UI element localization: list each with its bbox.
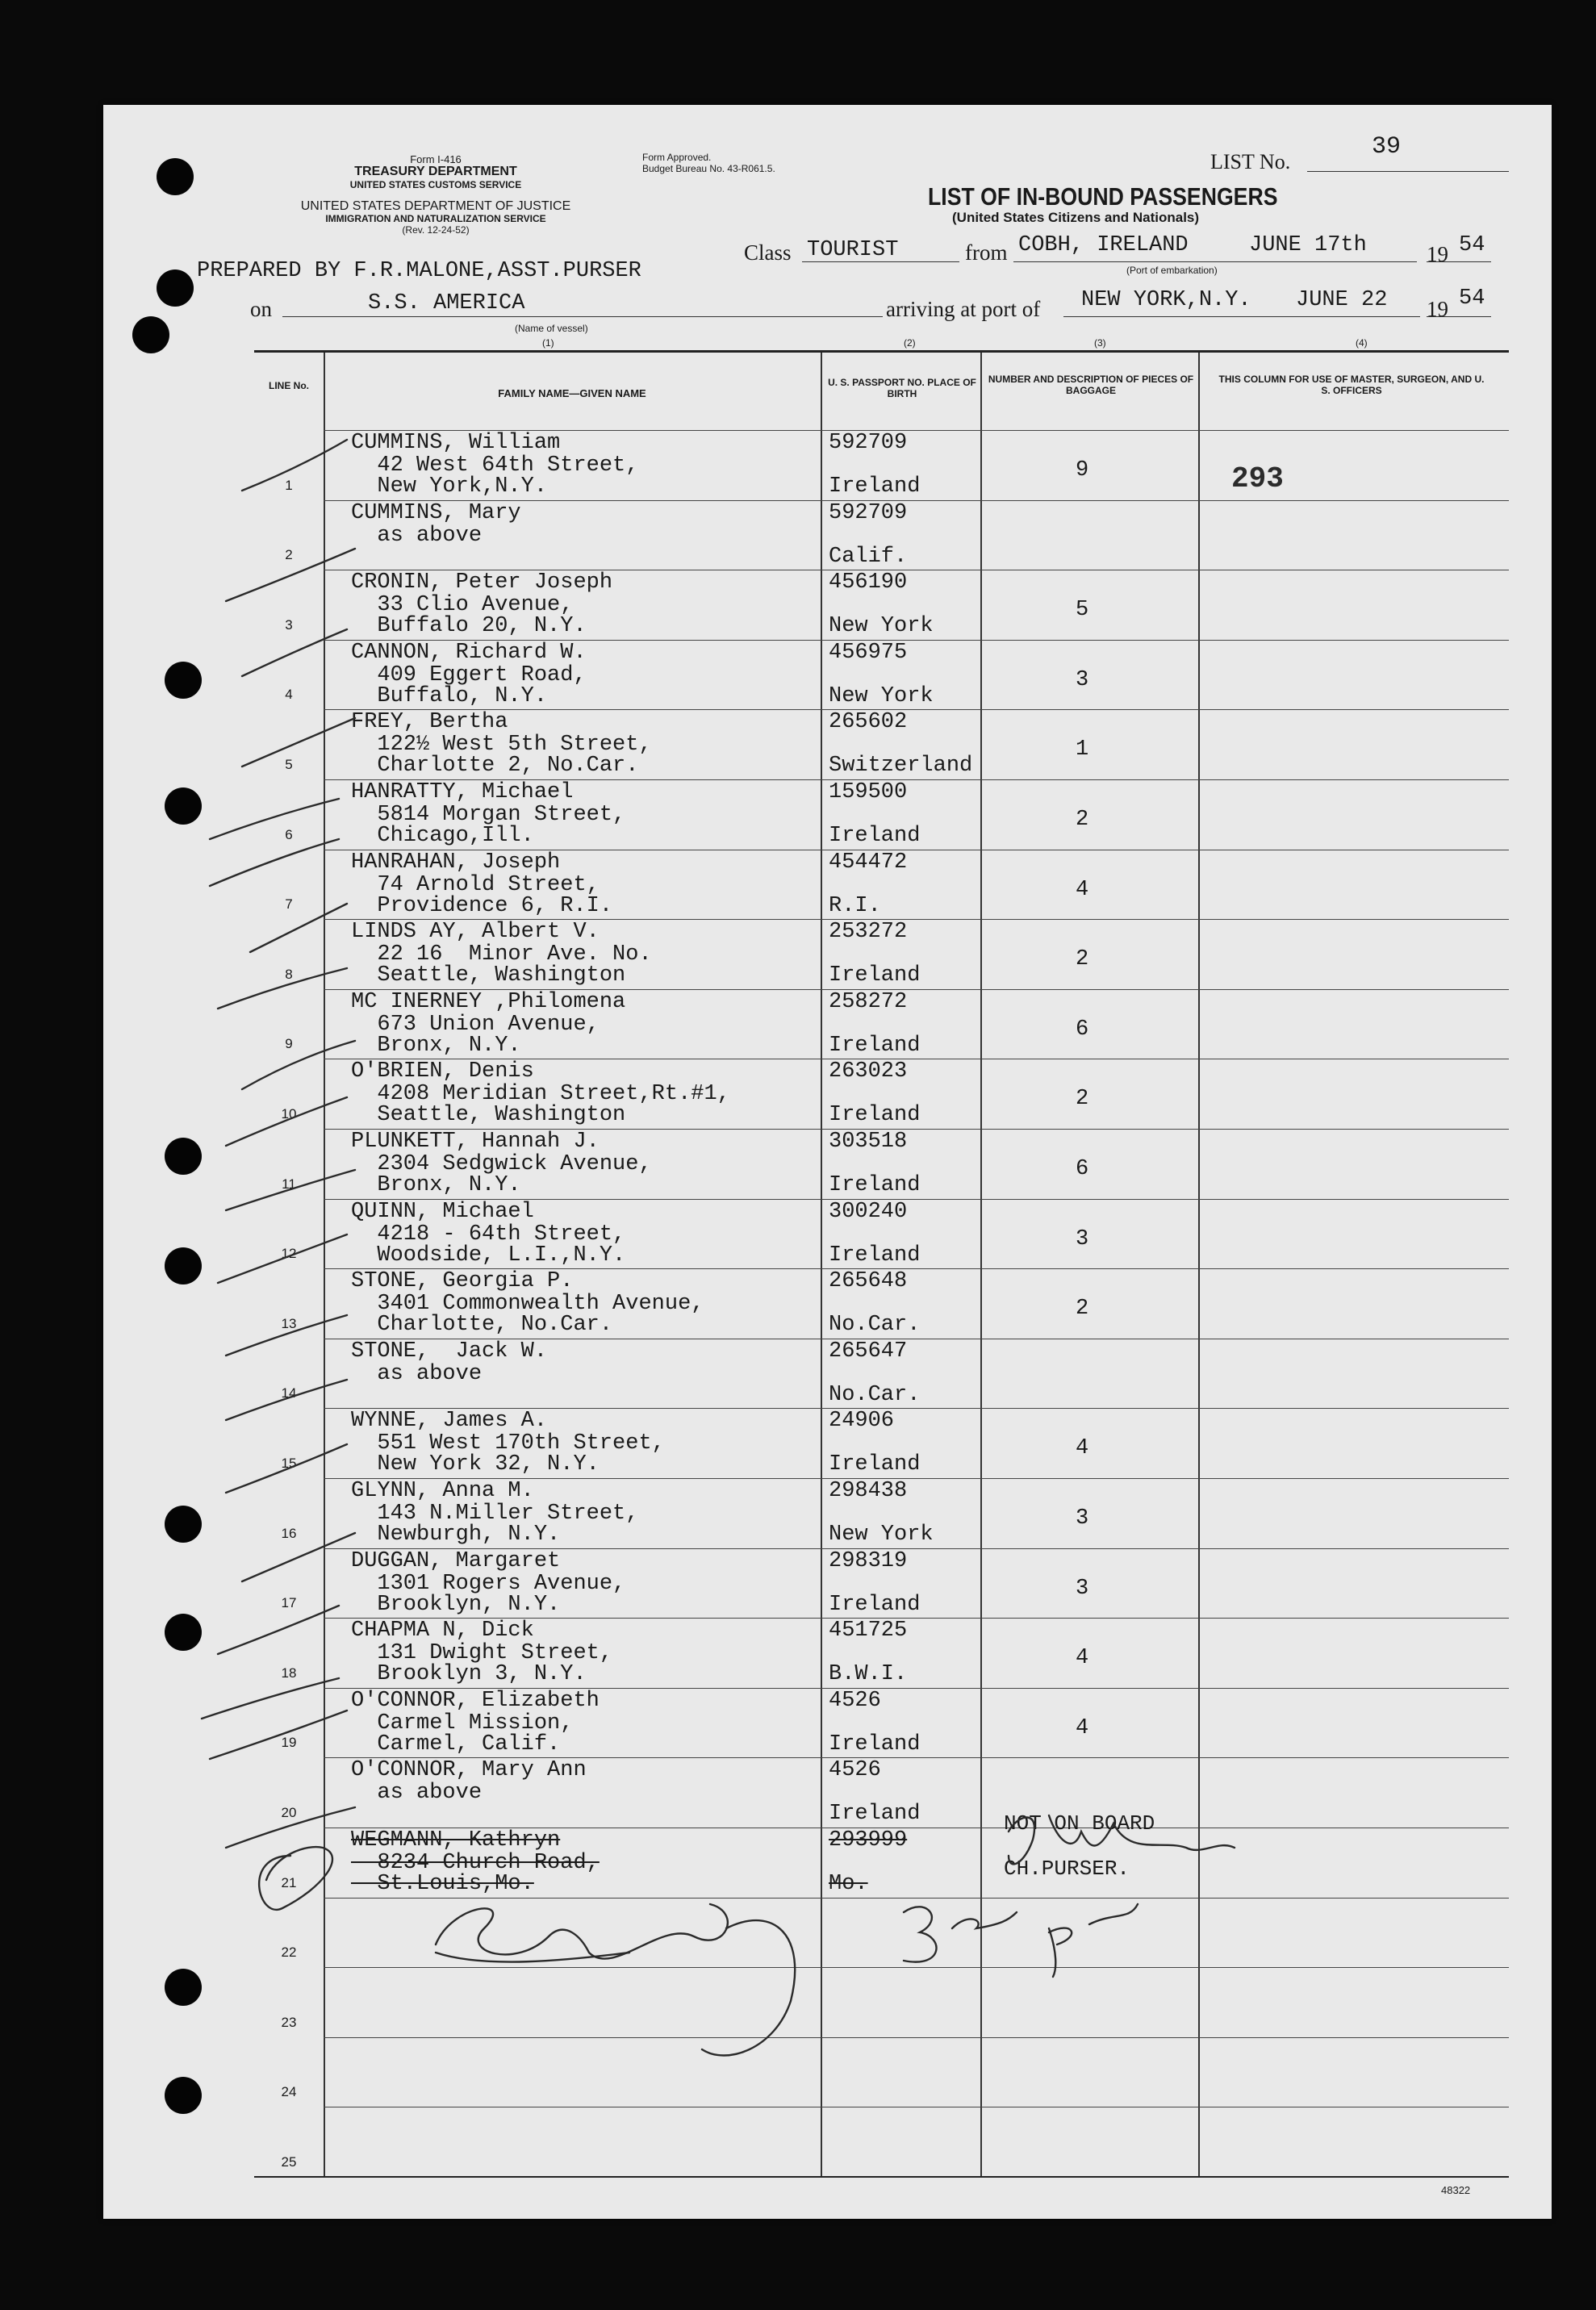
passport-number: 24906 [829,1409,895,1434]
col2-number: (2) [904,337,916,349]
place-of-birth: Ireland [829,824,921,848]
baggage-count: 3 [1076,1576,1089,1601]
passenger-address-line2: Carmel, Calif. [351,1731,561,1757]
passenger-address-line1: 22 16 Minor Ave. No. [351,942,652,967]
year-2: 54 [1459,286,1485,311]
col1-number: (1) [542,337,554,349]
line-number: 1 [285,477,293,493]
baggage-count: 3 [1076,667,1089,692]
passenger-name: GLYNN, Anna M. [351,1479,534,1503]
passenger-address-line2: Bronx, N.Y. [351,1173,521,1197]
line-number: 3 [285,616,293,633]
revision-date: (Rev. 12-24-52) [402,224,470,236]
treasury-dept: TREASURY DEPARTMENT [354,165,517,178]
place-of-birth: Mo. [829,1872,868,1896]
passenger-address-line1: as above [351,1781,483,1806]
ch-purser-note: CH.PURSER. [1004,1857,1130,1881]
passenger-name: MC INERNEY ,Philomena [351,989,626,1014]
passport-number: 456975 [829,640,908,665]
passenger-name: DUGGAN, Margaret [351,1548,561,1573]
class-label: Class [744,240,792,265]
vessel-name: S.S. AMERICA [368,291,525,315]
budget-bureau: Budget Bureau No. 43-R061.5. [642,163,775,174]
passenger-address-line2: Seattle, Washington [351,1103,626,1128]
col4-number: (4) [1356,337,1368,349]
place-of-birth: No.Car. [829,1382,921,1407]
place-of-birth: R.I. [829,893,881,918]
line-number: 12 [281,1246,297,1262]
passenger-address-line1: 122½ West 5th Street, [351,733,652,758]
list-no-value: 39 [1372,133,1402,161]
passport-number: 265648 [829,1269,908,1294]
passenger-address-line1: 409 Eggert Road, [351,662,587,687]
passenger-name: CANNON, Richard W. [351,640,587,665]
officer-annotation: 293 [1231,462,1284,495]
place-of-birth: New York [829,683,934,708]
passenger-address-line2: New York 32, N.Y. [351,1452,600,1477]
passenger-address-line1: 3401 Commonwealth Avenue, [351,1292,704,1317]
col-baggage-header: NUMBER AND DESCRIPTION OF PIECES OF BAGGAGE [988,374,1194,396]
form-approved: Form Approved. [642,152,712,163]
passenger-address-line1: 673 Union Avenue, [351,1012,600,1037]
passenger-address-line2: Chicago,Ill. [351,824,534,848]
passport-number: 454472 [829,850,908,875]
passport-number: 303518 [829,1130,908,1154]
place-of-birth: Ireland [829,1592,921,1617]
ins-service: IMMIGRATION AND NATURALIZATION SERVICE [325,213,546,224]
passport-number: 258272 [829,989,908,1014]
line-number: 22 [281,1944,297,1961]
line-number: 9 [285,1036,293,1052]
passport-number: 265647 [829,1339,908,1364]
place-of-birth: Calif. [829,544,908,569]
passport-number: 298319 [829,1548,908,1573]
passenger-name: HANRATTY, Michael [351,780,574,804]
line-number: 20 [281,1805,297,1820]
customs-service: UNITED STATES CUSTOMS SERVICE [349,179,522,190]
year-prefix-1: 19 [1427,242,1448,266]
line-number: 2 [285,547,293,563]
passport-number: 4526 [829,1758,881,1783]
arriving-label: arriving at port of [886,297,1041,321]
passenger-address-line1: 5814 Morgan Street, [351,803,626,827]
passenger-address-line2: Buffalo, N.Y. [351,683,548,708]
on-label: on [250,297,272,321]
passenger-name: CUMMINS, William [351,431,561,455]
passenger-address-line2: Brooklyn 3, N.Y. [351,1662,587,1687]
passenger-address-line1: 4218 - 64th Street, [351,1222,626,1247]
col-name-header: FAMILY NAME—GIVEN NAME [498,387,646,399]
place-of-birth: Ireland [829,1033,921,1058]
passenger-address-line2: Seattle, Washington [351,963,626,988]
passenger-name: O'CONNOR, Elizabeth [351,1688,600,1713]
passenger-address-line1: 2304 Sedgwick Avenue, [351,1152,652,1176]
place-of-birth: No.Car. [829,1313,921,1338]
not-on-board-note: NOT ON BOARD [1004,1811,1155,1836]
baggage-count: 3 [1076,1226,1089,1251]
passenger-address-line1: as above [351,1361,483,1386]
baggage-count: 3 [1076,1506,1089,1531]
passenger-address-line2: Charlotte 2, No.Car. [351,754,639,779]
passenger-name: FREY, Bertha [351,710,508,735]
baggage-count: 4 [1076,1436,1089,1461]
embarkation-date: JUNE 17th [1249,233,1367,257]
list-no-label: LIST No. [1210,150,1291,173]
passenger-address-line1: 131 Dwight Street, [351,1641,613,1666]
baggage-count: 6 [1076,1017,1089,1042]
passport-number: 456190 [829,570,908,595]
line-number: 24 [281,2084,297,2100]
passport-number: 253272 [829,920,908,945]
passenger-name: WEGMANN, Kathryn [351,1828,561,1853]
line-number: 6 [285,826,293,842]
place-of-birth: New York [829,1523,934,1547]
vessel-caption: (Name of vessel) [515,323,588,334]
arrival-date: JUNE 22 [1296,288,1388,312]
passenger-name: CRONIN, Peter Joseph [351,570,613,595]
passenger-address-line2: Bronx, N.Y. [351,1033,521,1058]
passport-number: 451725 [829,1619,908,1644]
place-of-birth: Ireland [829,1173,921,1197]
place-of-birth: New York [829,614,934,639]
passport-number: 159500 [829,780,908,804]
baggage-count: 9 [1076,458,1089,482]
place-of-birth: B.W.I. [829,1662,908,1687]
baggage-count: 6 [1076,1157,1089,1181]
passenger-address-line2: Charlotte, No.Car. [351,1313,613,1338]
passenger-name: O'BRIEN, Denis [351,1059,534,1084]
passenger-address-line1: as above [351,523,483,548]
baggage-count: 2 [1076,1297,1089,1322]
passenger-address-line1: 33 Clio Avenue, [351,593,574,618]
passenger-address-line1: 551 West 170th Street, [351,1431,665,1456]
passenger-name: WYNNE, James A. [351,1409,548,1434]
line-number: 5 [285,757,293,772]
col3-number: (3) [1094,337,1106,349]
passenger-name: CUMMINS, Mary [351,500,521,525]
passenger-address-line1: 74 Arnold Street, [351,872,600,897]
passport-number: 592709 [829,500,908,525]
place-of-birth: Ireland [829,963,921,988]
year-1: 54 [1459,233,1485,257]
passport-number: 592709 [829,431,908,455]
baggage-count: 4 [1076,1715,1089,1740]
line-number: 7 [285,896,293,913]
line-number: 10 [281,1106,297,1122]
form-subtitle: (United States Citizens and Nationals) [952,210,1200,225]
place-of-birth: Ireland [829,1731,921,1757]
line-number: 25 [281,2154,297,2170]
line-number: 21 [281,1874,297,1890]
line-number: 19 [281,1735,297,1751]
arrival-port: NEW YORK,N.Y. [1081,288,1251,312]
line-number: 23 [281,2014,297,2030]
passenger-address-line2: St.Louis,Mo. [351,1872,534,1896]
passport-number: 4526 [829,1688,881,1713]
prepared-by: PREPARED BY F.R.MALONE,ASST.PURSER [197,259,641,283]
baggage-count: 5 [1076,598,1089,623]
form-code: 48322 [1441,2184,1471,2196]
passenger-name: QUINN, Michael [351,1199,534,1224]
baggage-count: 4 [1076,877,1089,902]
place-of-birth: Ireland [829,474,921,499]
baggage-count: 2 [1076,1087,1089,1112]
form-title: LIST OF IN-BOUND PASSENGERS [928,182,1278,211]
passenger-address-line2: Buffalo 20, N.Y. [351,614,587,639]
passenger-name: CHAPMA N, Dick [351,1619,534,1644]
passport-number: 293999 [829,1828,908,1853]
line-number: 16 [281,1525,297,1541]
year-prefix-2: 19 [1427,297,1448,321]
form-number: Form I-416 [410,153,462,165]
baggage-count: 4 [1076,1646,1089,1671]
passenger-address-line2: Newburgh, N.Y. [351,1523,561,1547]
passenger-name: LINDS AY, Albert V. [351,920,600,945]
passenger-name: STONE, Jack W. [351,1339,548,1364]
line-number: 18 [281,1665,297,1681]
passport-number: 300240 [829,1199,908,1224]
place-of-birth: Ireland [829,1103,921,1128]
baggage-count: 2 [1076,808,1089,832]
baggage-count: 2 [1076,947,1089,972]
passenger-address-line2: Providence 6, R.I. [351,893,613,918]
place-of-birth: Ireland [829,1243,921,1268]
passenger-name: O'CONNOR, Mary Ann [351,1758,587,1783]
port-caption: (Port of embarkation) [1126,265,1218,276]
col-line-header: LINE No. [269,380,309,391]
passenger-address-line2: New York,N.Y. [351,474,548,499]
col-passport-header: U. S. PASSPORT NO. PLACE OF BIRTH [828,377,976,399]
class-value: TOURIST [807,238,899,262]
line-number: 15 [281,1456,297,1471]
line-number: 17 [281,1595,297,1611]
port-of-embarkation: COBH, IRELAND [1018,233,1189,257]
passenger-name: STONE, Georgia P. [351,1269,574,1294]
passenger-address-line2: Woodside, L.I.,N.Y. [351,1243,626,1268]
line-number: 14 [281,1385,297,1401]
passenger-address-line1: Carmel Mission, [351,1711,574,1736]
line-number: 8 [285,966,293,982]
line-number: 11 [282,1176,296,1192]
passenger-address-line1: 8234 Church Road, [351,1851,600,1875]
passport-number: 298438 [829,1479,908,1503]
line-number: 13 [281,1315,297,1331]
passenger-address-line1: 1301 Rogers Avenue, [351,1571,626,1596]
passenger-address-line1: 143 N.Miller Street, [351,1502,639,1526]
justice-dept: UNITED STATES DEPARTMENT OF JUSTICE [300,199,571,213]
from-label: from [965,240,1008,265]
passenger-address-line1: 42 West 64th Street, [351,453,639,478]
baggage-count: 1 [1076,737,1089,762]
passport-number: 265602 [829,710,908,735]
passenger-name: HANRAHAN, Joseph [351,850,561,875]
place-of-birth: Ireland [829,1802,921,1827]
line-number: 4 [285,687,293,703]
passenger-address-line1: 4208 Meridian Street,Rt.#1, [351,1082,730,1107]
passenger-name: PLUNKETT, Hannah J. [351,1130,600,1154]
passenger-address-line2: Brooklyn, N.Y. [351,1592,561,1617]
passport-number: 263023 [829,1059,908,1084]
place-of-birth: Switzerland [829,754,973,779]
place-of-birth: Ireland [829,1452,921,1477]
col-officers-header: THIS COLUMN FOR USE OF MASTER, SURGEON, AND U. S. OFFICERS [1218,374,1485,396]
